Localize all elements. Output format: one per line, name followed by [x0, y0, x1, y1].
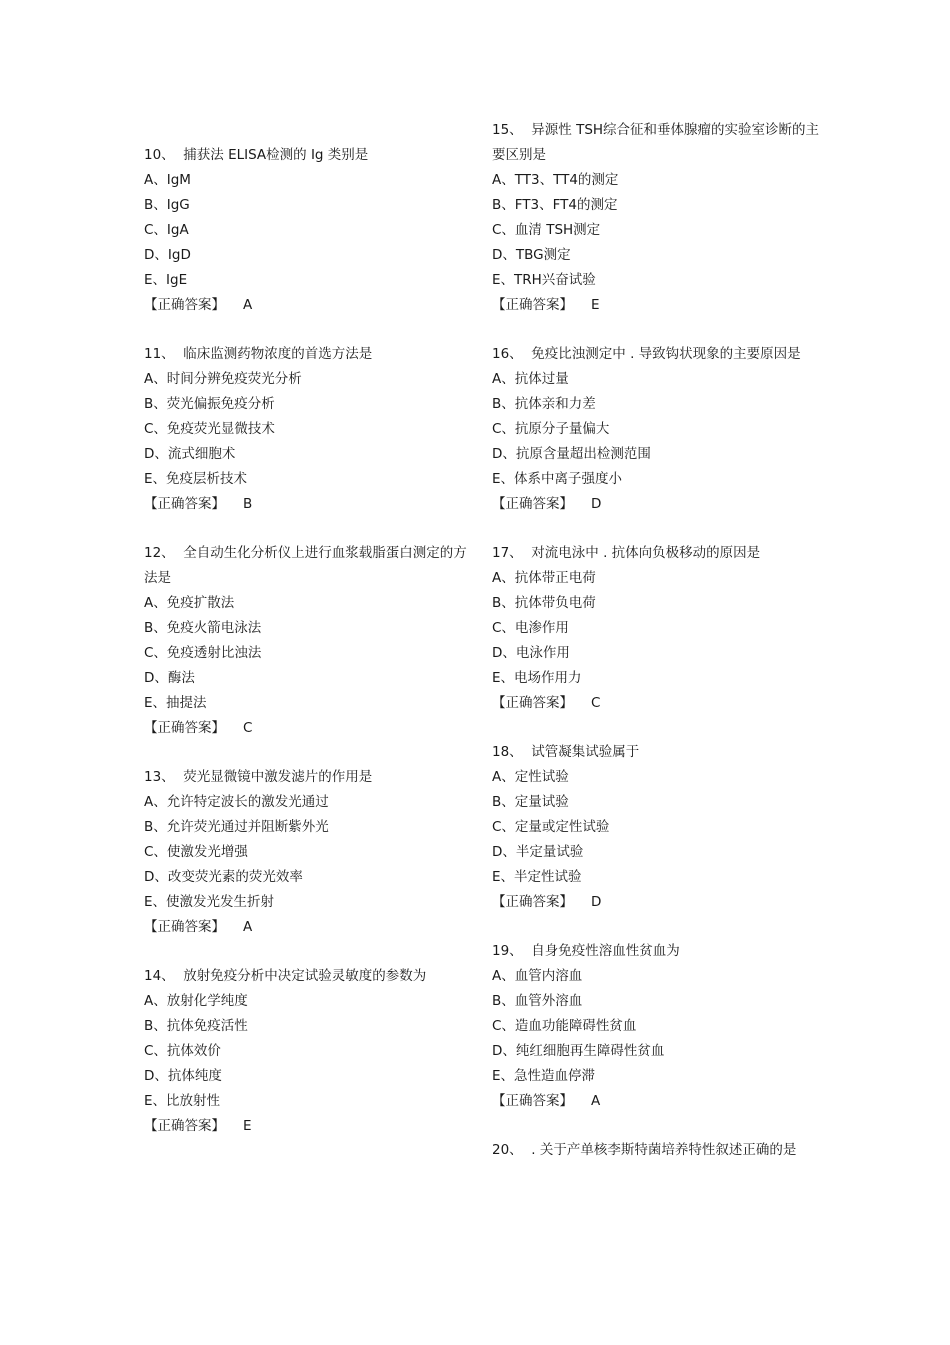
option: D、酶法 — [144, 670, 195, 686]
correct-answer — [492, 293, 822, 318]
question-number: 13、 — [144, 769, 175, 785]
question-block — [144, 765, 474, 940]
answer-label: 【正确答案】 — [144, 297, 225, 313]
question-stem — [492, 740, 822, 765]
question-text: 对流电泳中 . 抗体向负极移动的原因是 — [531, 545, 761, 561]
question-stem — [492, 541, 822, 566]
option: A、抗体过量 — [492, 371, 569, 387]
question-stem — [144, 342, 474, 367]
option: A、定性试验 — [492, 769, 569, 785]
question-number: 18、 — [492, 744, 523, 760]
correct-answer — [492, 890, 822, 915]
question-text: 放射免疫分析中决定试验灵敏度的参数为 — [183, 968, 427, 984]
option: A、血管内溶血 — [492, 968, 583, 984]
option: E、比放射性 — [144, 1093, 221, 1109]
question-number: 12、 — [144, 545, 175, 561]
answer-label: 【正确答案】 — [144, 1118, 225, 1134]
option: E、TRH兴奋试验 — [492, 272, 596, 288]
option: E、体系中离子强度小 — [492, 471, 623, 487]
question-text: 捕获法 ELISA检测的 Ig 类别是 — [183, 147, 369, 163]
question-block — [492, 118, 822, 318]
question-stem — [492, 342, 822, 367]
question-text: 自身免疫性溶血性贫血为 — [531, 943, 680, 959]
answer-value: E — [243, 1118, 252, 1134]
option: D、流式细胞术 — [144, 446, 236, 462]
option: A、放射化学纯度 — [144, 993, 248, 1009]
option: A、免疫扩散法 — [144, 595, 235, 611]
option: C、电渗作用 — [492, 620, 569, 636]
option: B、抗体带负电荷 — [492, 595, 596, 611]
question-number: 16、 — [492, 346, 523, 362]
answer-label: 【正确答案】 — [144, 919, 225, 935]
option: D、纯红细胞再生障碍性贫血 — [492, 1043, 665, 1059]
question-number: 10、 — [144, 147, 175, 163]
option: B、定量试验 — [492, 794, 569, 810]
option: D、电泳作用 — [492, 645, 570, 661]
question-block — [144, 342, 474, 517]
option: B、FT3、FT4的测定 — [492, 197, 618, 213]
question-block — [492, 939, 822, 1114]
question-stem — [492, 1138, 822, 1163]
right-column — [492, 118, 822, 1187]
option: E、抽提法 — [144, 695, 207, 711]
option: B、荧光偏振免疫分析 — [144, 396, 275, 412]
option: E、半定性试验 — [492, 869, 582, 885]
option: A、允许特定波长的激发光通过 — [144, 794, 329, 810]
option: E、IgE — [144, 272, 188, 288]
question-text: 试管凝集试验属于 — [531, 744, 640, 760]
option: D、TBG测定 — [492, 247, 571, 263]
correct-answer — [492, 691, 822, 716]
correct-answer — [492, 492, 822, 517]
option: D、抗原含量超出检测范围 — [492, 446, 651, 462]
answer-value: D — [591, 894, 602, 910]
answer-value: D — [591, 496, 602, 512]
option: C、抗原分子量偏大 — [492, 421, 610, 437]
option: E、电场作用力 — [492, 670, 582, 686]
question-number: 15、 — [492, 122, 523, 138]
question-text: 异源性 TSH综合征和垂体腺瘤的实验室诊断的主要区别是 — [492, 122, 820, 163]
option: D、改变荧光素的荧光效率 — [144, 869, 303, 885]
answer-value: A — [591, 1093, 601, 1109]
question-block — [492, 1138, 822, 1163]
question-stem — [144, 964, 474, 989]
question-stem — [144, 143, 474, 168]
question-number: 14、 — [144, 968, 175, 984]
answer-value: B — [243, 496, 253, 512]
question-block — [492, 541, 822, 716]
question-block — [492, 342, 822, 517]
option: C、使激发光增强 — [144, 844, 248, 860]
question-text: 荧光显微镜中激发滤片的作用是 — [183, 769, 373, 785]
question-block — [144, 143, 474, 318]
option: A、IgM — [144, 172, 191, 188]
answer-label: 【正确答案】 — [492, 496, 573, 512]
option: C、免疫荧光显微技术 — [144, 421, 275, 437]
option: C、造血功能障碍性贫血 — [492, 1018, 637, 1034]
correct-answer — [144, 293, 474, 318]
question-text: 免疫比浊测定中 . 导致钩状现象的主要原因是 — [531, 346, 801, 362]
correct-answer — [492, 1089, 822, 1114]
option: D、抗体纯度 — [144, 1068, 222, 1084]
option: C、血清 TSH测定 — [492, 222, 601, 238]
correct-answer — [144, 492, 474, 517]
answer-value: C — [591, 695, 601, 711]
option: A、TT3、TT4的测定 — [492, 172, 619, 188]
answer-value: A — [243, 297, 253, 313]
option: B、抗体免疫活性 — [144, 1018, 248, 1034]
option: B、血管外溶血 — [492, 993, 583, 1009]
question-text: 临床监测药物浓度的首选方法是 — [183, 346, 373, 362]
answer-value: E — [591, 297, 600, 313]
question-number: 17、 — [492, 545, 523, 561]
option: D、半定量试验 — [492, 844, 584, 860]
answer-label: 【正确答案】 — [492, 297, 573, 313]
question-number: 20、 — [492, 1142, 523, 1158]
answer-label: 【正确答案】 — [144, 496, 225, 512]
answer-label: 【正确答案】 — [492, 894, 573, 910]
option: E、急性造血停滞 — [492, 1068, 596, 1084]
option: A、抗体带正电荷 — [492, 570, 596, 586]
option: B、IgG — [144, 197, 190, 213]
answer-value: C — [243, 720, 253, 736]
option: B、免疫火箭电泳法 — [144, 620, 262, 636]
option: D、IgD — [144, 247, 191, 263]
option: C、IgA — [144, 222, 189, 238]
question-stem — [144, 541, 474, 591]
correct-answer — [144, 1114, 474, 1139]
option: B、允许荧光通过并阻断紫外光 — [144, 819, 329, 835]
question-stem — [144, 765, 474, 790]
question-stem — [492, 118, 822, 168]
option: C、定量或定性试验 — [492, 819, 610, 835]
question-number: 19、 — [492, 943, 523, 959]
answer-label: 【正确答案】 — [492, 695, 573, 711]
question-block — [492, 740, 822, 915]
option: B、抗体亲和力差 — [492, 396, 596, 412]
question-block — [144, 541, 474, 741]
answer-label: 【正确答案】 — [492, 1093, 573, 1109]
correct-answer — [144, 716, 474, 741]
question-stem — [492, 939, 822, 964]
question-block — [144, 964, 474, 1139]
option: C、抗体效价 — [144, 1043, 221, 1059]
correct-answer — [144, 915, 474, 940]
option: A、时间分辨免疫荧光分析 — [144, 371, 302, 387]
question-text: . 关于产单核李斯特菌培养特性叙述正确的是 — [531, 1142, 797, 1158]
question-text: 全自动生化分析仪上进行血浆载脂蛋白测定的方法是 — [144, 545, 467, 586]
answer-label: 【正确答案】 — [144, 720, 225, 736]
answer-value: A — [243, 919, 253, 935]
left-column — [144, 143, 474, 1163]
option: E、免疫层析技术 — [144, 471, 248, 487]
option: E、使激发光发生折射 — [144, 894, 275, 910]
question-number: 11、 — [144, 346, 175, 362]
option: C、免疫透射比浊法 — [144, 645, 262, 661]
